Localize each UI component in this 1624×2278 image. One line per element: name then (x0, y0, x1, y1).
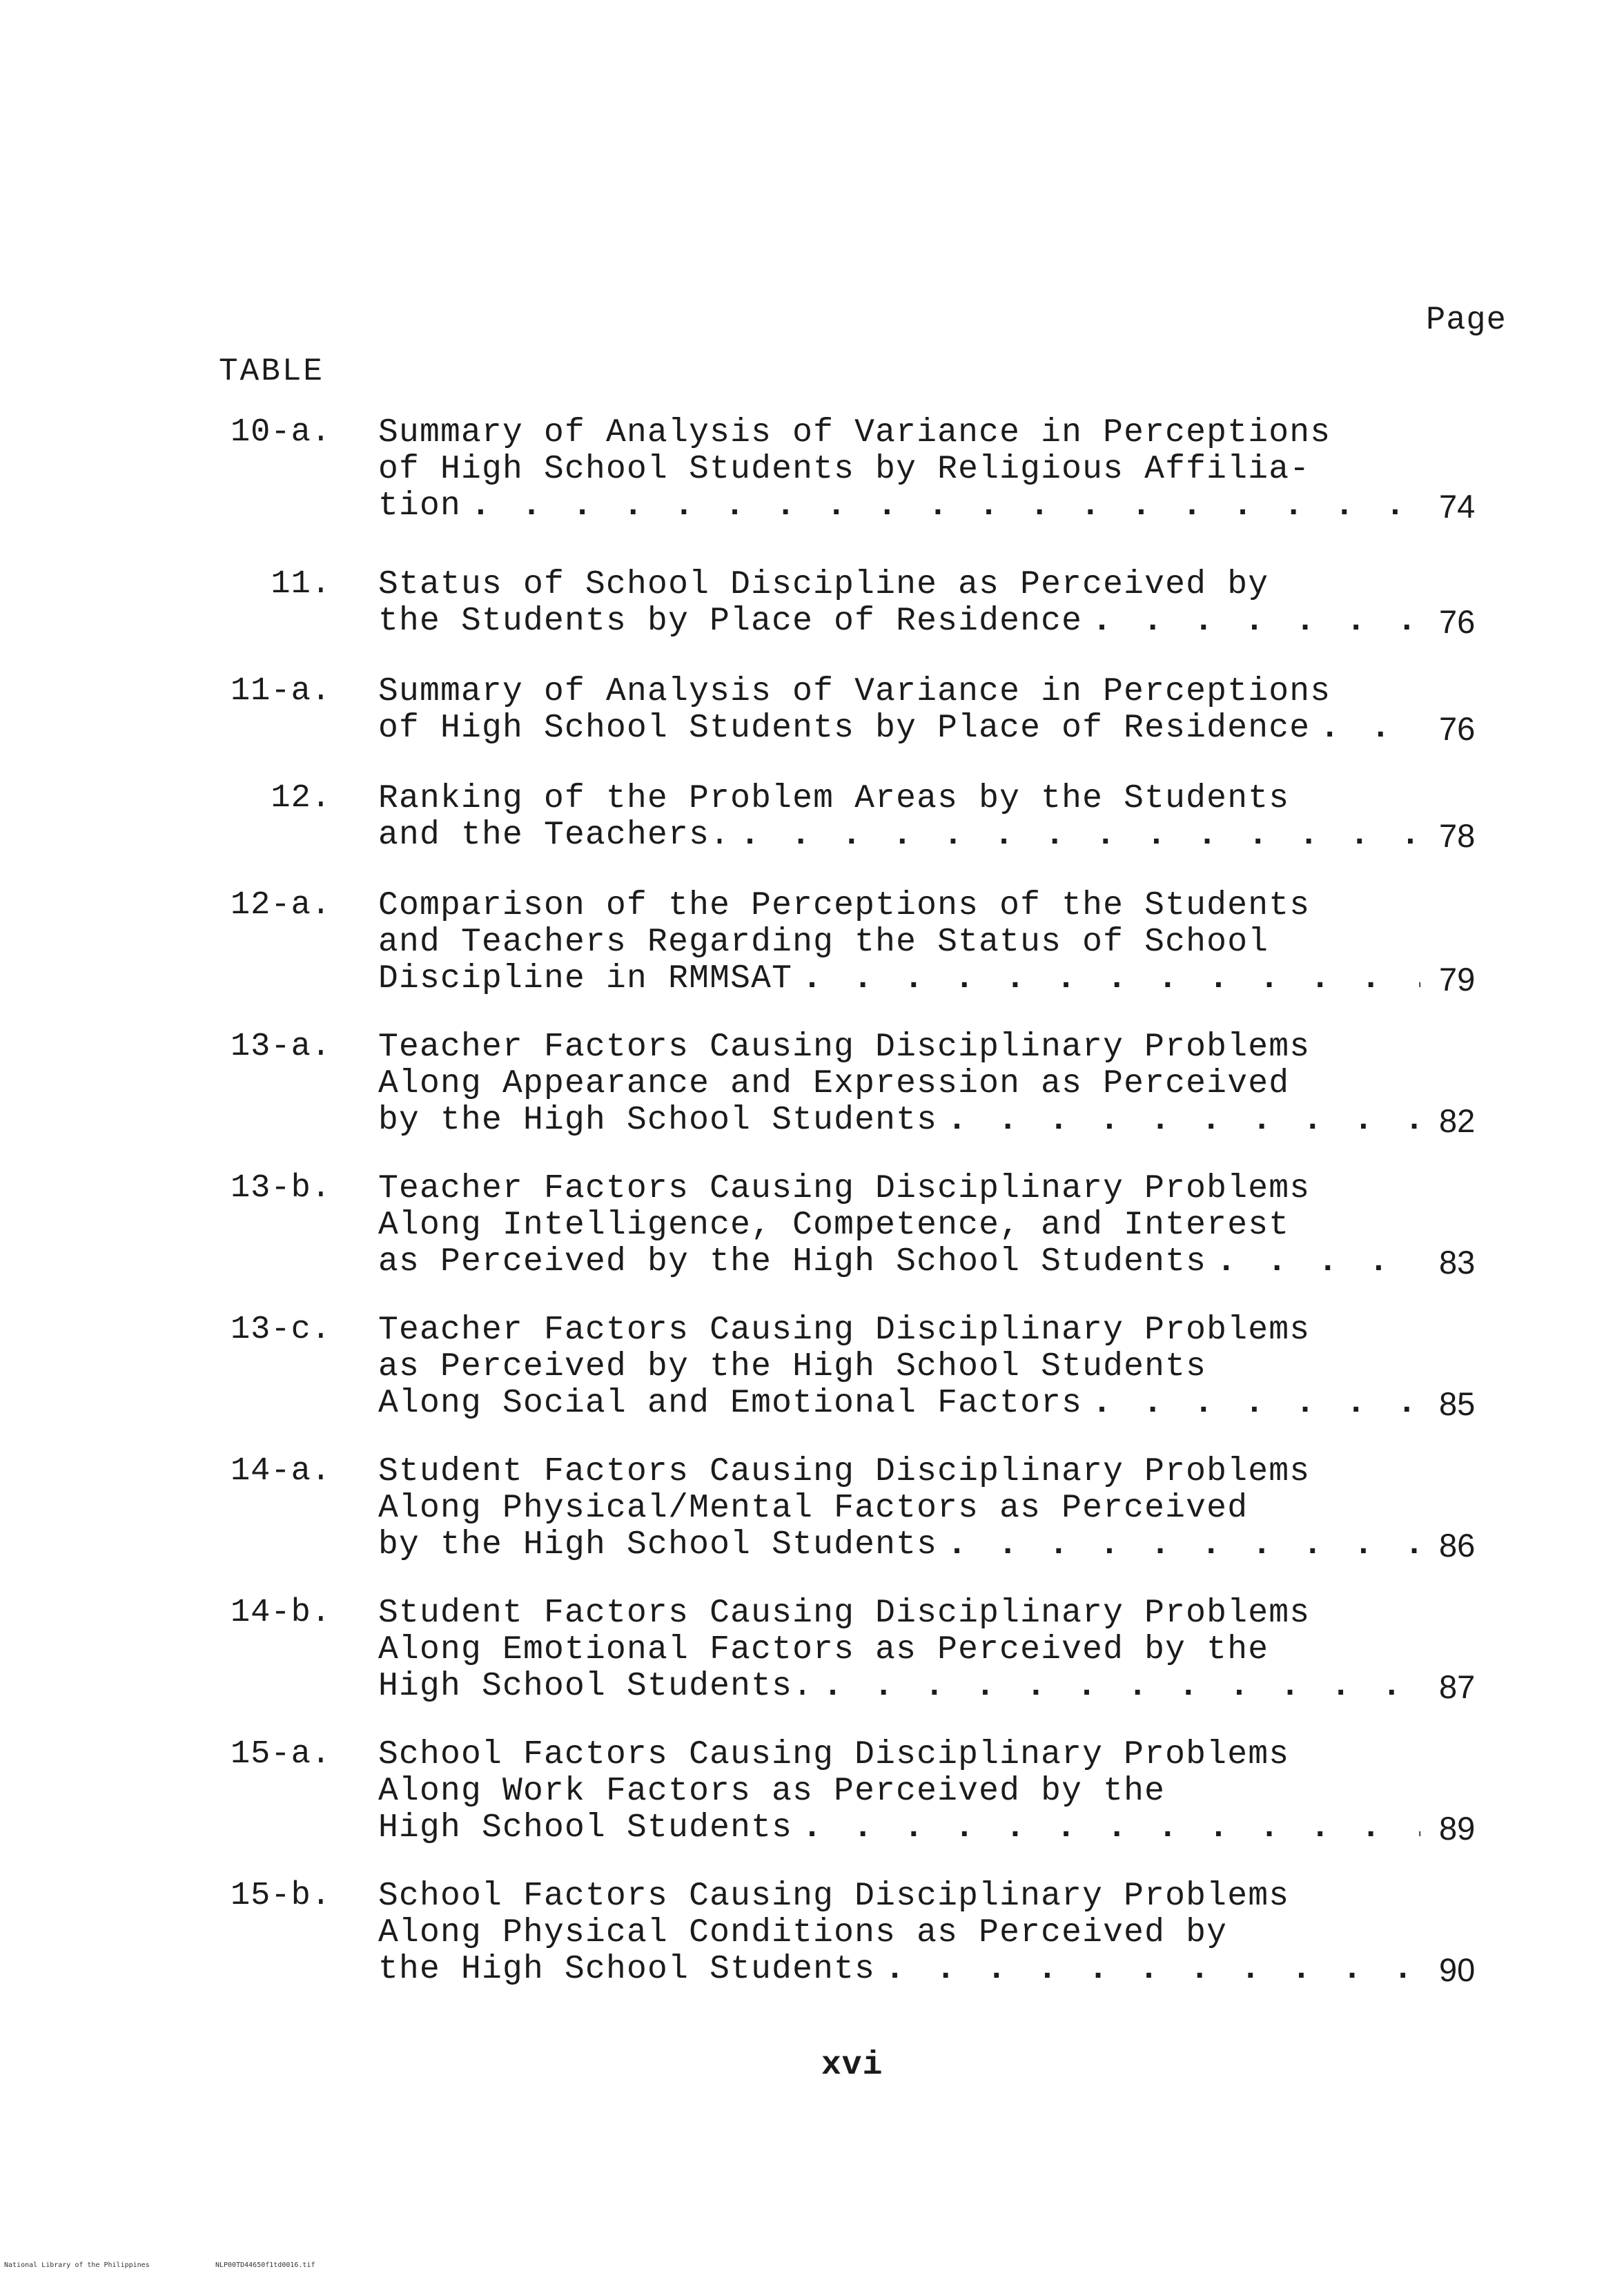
toc-entry-title-text: Ranking of the Problem Areas by the Students (378, 780, 1290, 817)
toc-entry-line (378, 1526, 1420, 1565)
toc-entry-page: 90 (1439, 1951, 1476, 1988)
toc-entry-title-text: Teacher Factors Causing Disciplinary Problems (378, 1312, 1311, 1349)
toc-entry-line (378, 1595, 1420, 1633)
toc-entry-line (378, 887, 1420, 926)
toc-entry-number: 13-b. (230, 1170, 331, 1207)
dot-leader (947, 1526, 1420, 1564)
toc-entry-number: 15-b. (230, 1878, 331, 1914)
toc-entry-title-text: Along Physical/Mental Factors as Perceived (378, 1490, 1249, 1527)
toc-entry-title-text: tion (378, 487, 462, 525)
toc-entry-title-text: School Factors Causing Disciplinary Problems (378, 1878, 1290, 1915)
toc-entry-page: 89 (1439, 1810, 1476, 1847)
toc-entry-title-text: School Factors Causing Disciplinary Problems (378, 1736, 1290, 1773)
toc-entry-title-text: Student Factors Causing Disciplinary Problems (378, 1453, 1311, 1490)
dot-leader (802, 960, 1420, 997)
footer-library-credit: National Library of the Philippines (4, 2261, 150, 2269)
toc-entry-line (378, 817, 1420, 855)
dot-leader (1092, 1385, 1420, 1422)
toc-entry-page: 82 (1439, 1102, 1476, 1139)
toc-entry-title-text: High School Students (378, 1809, 793, 1847)
toc-entry-title-text: Teacher Factors Causing Disciplinary Problems (378, 1029, 1311, 1066)
toc-entry-number: 11. (271, 566, 331, 603)
dot-leader (1092, 603, 1420, 640)
toc-entry-page: 74 (1439, 488, 1476, 525)
toc-entry-line (378, 924, 1420, 962)
toc-entry-line (378, 1736, 1420, 1775)
page-header (0, 0, 1624, 387)
footer-file-name: NLP00TD44650f1td0016.tif (215, 2261, 315, 2269)
toc-entry-title-text: Discipline in RMMSAT (378, 960, 793, 997)
toc-entry-page: 76 (1439, 603, 1476, 640)
toc-entry-number: 15-a. (230, 1736, 331, 1773)
toc-entry-title-text: Along Emotional Factors as Perceived by the (378, 1631, 1269, 1668)
toc-entry-page: 78 (1439, 817, 1476, 854)
toc-entry-title-text: the Students by Place of Residence (378, 603, 1083, 640)
toc-entry-line (378, 1631, 1420, 1670)
toc-entry-line (378, 1668, 1420, 1706)
toc-entry-number: 13-c. (230, 1312, 331, 1348)
toc-entry-page: 76 (1439, 710, 1476, 747)
toc-entry-title-text: Along Intelligence, Competence, and Interest (378, 1207, 1290, 1244)
page-column-label: Page (1426, 302, 1507, 339)
toc-entry-title-text: High School Students. (378, 1668, 814, 1705)
toc-entry-line (378, 1065, 1420, 1104)
toc-entry-title-text: Along Social and Emotional Factors (378, 1385, 1083, 1422)
toc-entry-number: 14-a. (230, 1453, 331, 1490)
toc-entry-line (378, 1385, 1420, 1423)
toc-entry-line (378, 1773, 1420, 1811)
toc-entry-line (378, 1348, 1420, 1387)
dot-leader (947, 1102, 1420, 1139)
toc-entry-title-text: Status of School Discipline as Perceived by (378, 566, 1269, 603)
toc-entry-line (378, 1490, 1420, 1528)
dot-leader (823, 1668, 1420, 1705)
page-number: xvi (821, 2047, 883, 2084)
toc-entry-title-text: Summary of Analysis of Variance in Perceptions (378, 414, 1331, 451)
toc-entry-number: 12. (271, 780, 331, 817)
toc-entry-line (378, 1029, 1420, 1067)
toc-entry-page: 87 (1439, 1668, 1476, 1705)
toc-entry-line (378, 414, 1420, 453)
toc-entry-line (378, 1878, 1420, 1916)
toc-entry-title-text: Teacher Factors Causing Disciplinary Problems (378, 1170, 1311, 1207)
toc-entry-title-text: of High School Students by Religious Affilia- (378, 451, 1311, 488)
toc-entry-line (378, 603, 1420, 641)
toc-entry-line (378, 1951, 1420, 1989)
toc-entry-page: 79 (1439, 961, 1476, 997)
dot-leader (885, 1951, 1420, 1988)
toc-entry-title-text: Summary of Analysis of Variance in Perceptions (378, 673, 1331, 710)
toc-entry-title-text: Along Work Factors as Perceived by the (378, 1773, 1166, 1810)
toc-entry-line (378, 1170, 1420, 1209)
toc-entry-title-text: of High School Students by Place of Residence (378, 710, 1311, 747)
toc-entry-line (378, 780, 1420, 819)
toc-entry-number: 14-b. (230, 1595, 331, 1631)
toc-entry-line (378, 1207, 1420, 1245)
toc-entry-line (378, 710, 1420, 748)
toc-entry-line (378, 673, 1420, 712)
toc-entry-line (378, 1914, 1420, 1953)
toc-entry-title-text: as Perceived by the High School Students (378, 1348, 1207, 1385)
toc-entry-page: 85 (1439, 1385, 1476, 1422)
toc-entry-line (378, 1453, 1420, 1492)
dot-leader (1216, 1243, 1420, 1281)
toc-entry-title-text: by the High School Students (378, 1102, 938, 1139)
toc-entry-line (378, 1102, 1420, 1140)
toc-entry-line (378, 1809, 1420, 1848)
toc-entry-title-text: and the Teachers. (378, 817, 731, 854)
toc-entry-title-text: and Teachers Regarding the Status of School (378, 924, 1269, 961)
toc-entry-line (378, 1312, 1420, 1350)
toc-entry-title-text: Student Factors Causing Disciplinary Problems (378, 1595, 1311, 1632)
dot-leader (471, 487, 1420, 525)
toc-entry-line (378, 960, 1420, 999)
table-column-label: TABLE (219, 353, 325, 389)
toc-entry-line (378, 566, 1420, 605)
toc-entry-line (378, 451, 1420, 489)
dot-leader (802, 1809, 1420, 1847)
toc-entry-title-text: as Perceived by the High School Students (378, 1243, 1207, 1281)
toc-entry-number: 13-a. (230, 1029, 331, 1065)
toc-entry-title-text: Comparison of the Perceptions of the Students (378, 887, 1311, 924)
toc-entry-title-text: by the High School Students (378, 1526, 938, 1564)
toc-entry-title-text: Along Physical Conditions as Perceived by (378, 1914, 1228, 1951)
toc-entry-number: 12-a. (230, 887, 331, 924)
dot-leader (1320, 710, 1420, 747)
toc-entry-number: 11-a. (230, 673, 331, 710)
toc-entry-number: 10-a. (230, 414, 331, 451)
toc-entry-page: 86 (1439, 1527, 1476, 1564)
toc-entry-line (378, 1243, 1420, 1282)
dot-leader (740, 817, 1420, 854)
toc-entry-line (378, 487, 1420, 526)
toc-entry-title-text: Along Appearance and Expression as Perceived (378, 1065, 1290, 1102)
toc-entry-page: 83 (1439, 1244, 1476, 1281)
toc-entry-title-text: the High School Students (378, 1951, 876, 1988)
